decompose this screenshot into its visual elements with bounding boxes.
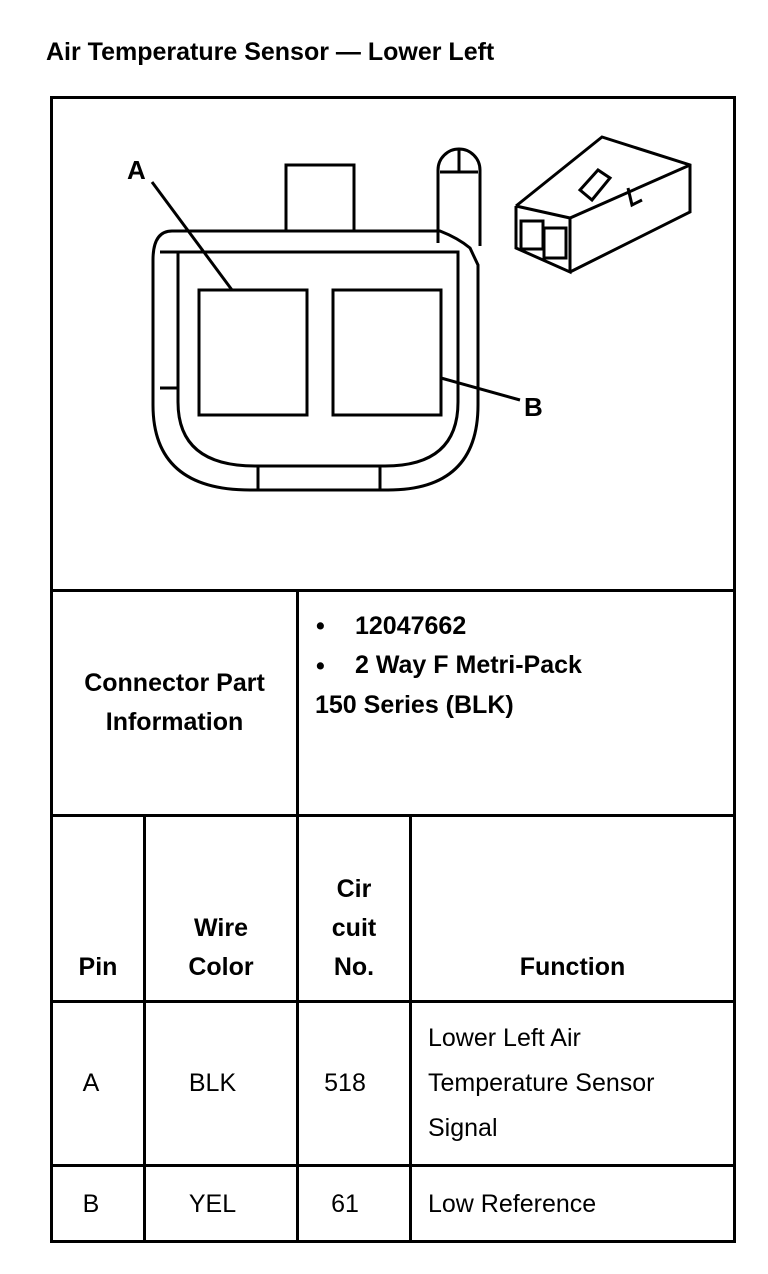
connector-iso-view xyxy=(516,137,690,272)
header-function xyxy=(412,817,733,987)
connector-info-label-line2: Information xyxy=(105,708,244,736)
header-function-text: Function xyxy=(519,953,626,981)
header-circuit-line3: No. xyxy=(333,953,375,981)
bullet: • xyxy=(316,652,325,680)
cell-wire-color: YEL xyxy=(188,1189,237,1218)
cell-pin: B xyxy=(82,1189,100,1218)
header-wire-color xyxy=(146,817,296,987)
header-pin xyxy=(53,817,143,987)
connector-outer-body xyxy=(153,231,478,490)
header-wire-color-line2: Color xyxy=(188,953,254,981)
connector-inner-body xyxy=(178,252,458,466)
pin-a-label: A xyxy=(127,155,146,185)
connector-description-line2: 150 Series (BLK) xyxy=(315,691,514,719)
table-row-wire-color xyxy=(146,1003,279,1164)
table-row-pin xyxy=(53,1167,129,1241)
pin-b-label: B xyxy=(524,392,543,422)
header-wire-color-line1: Wire xyxy=(194,914,248,942)
header-circuit-line1: Cir xyxy=(336,875,372,903)
table-row-circuit xyxy=(299,1003,391,1164)
cell-function-line1: Low Reference xyxy=(428,1189,597,1218)
cell-function-line1: Lower Left Air xyxy=(428,1024,581,1052)
connector-info-label-line1: Connector Part xyxy=(84,669,265,697)
cell-function-line2: Temperature Sensor xyxy=(428,1069,655,1097)
cavity-a xyxy=(199,290,307,415)
cell-circuit: 518 xyxy=(324,1069,366,1097)
table-row-wire-color xyxy=(146,1167,279,1241)
connector-diagram xyxy=(53,99,733,589)
cell-pin: A xyxy=(82,1069,100,1097)
table-row-function xyxy=(428,1167,733,1241)
table-row-function xyxy=(428,1003,733,1164)
header-pin-text: Pin xyxy=(78,953,118,981)
cell-circuit: 61 xyxy=(331,1189,359,1218)
table-row-pin xyxy=(53,1003,129,1164)
cell-function-line3: Signal xyxy=(428,1114,498,1142)
cell-wire-color: BLK xyxy=(188,1069,237,1097)
connector-top-tab xyxy=(286,165,354,231)
bullet: • xyxy=(316,612,325,640)
header-circuit-line2: cuit xyxy=(331,914,377,942)
page-title: Air Temperature Sensor — Lower Left xyxy=(46,38,495,66)
part-number: 12047662 xyxy=(355,612,467,640)
table-row-circuit xyxy=(299,1167,391,1241)
connector-info-label xyxy=(53,592,296,814)
header-circuit xyxy=(299,817,409,987)
connector-description-line1: 2 Way F Metri-Pack xyxy=(355,651,582,679)
cavity-b xyxy=(333,290,441,415)
